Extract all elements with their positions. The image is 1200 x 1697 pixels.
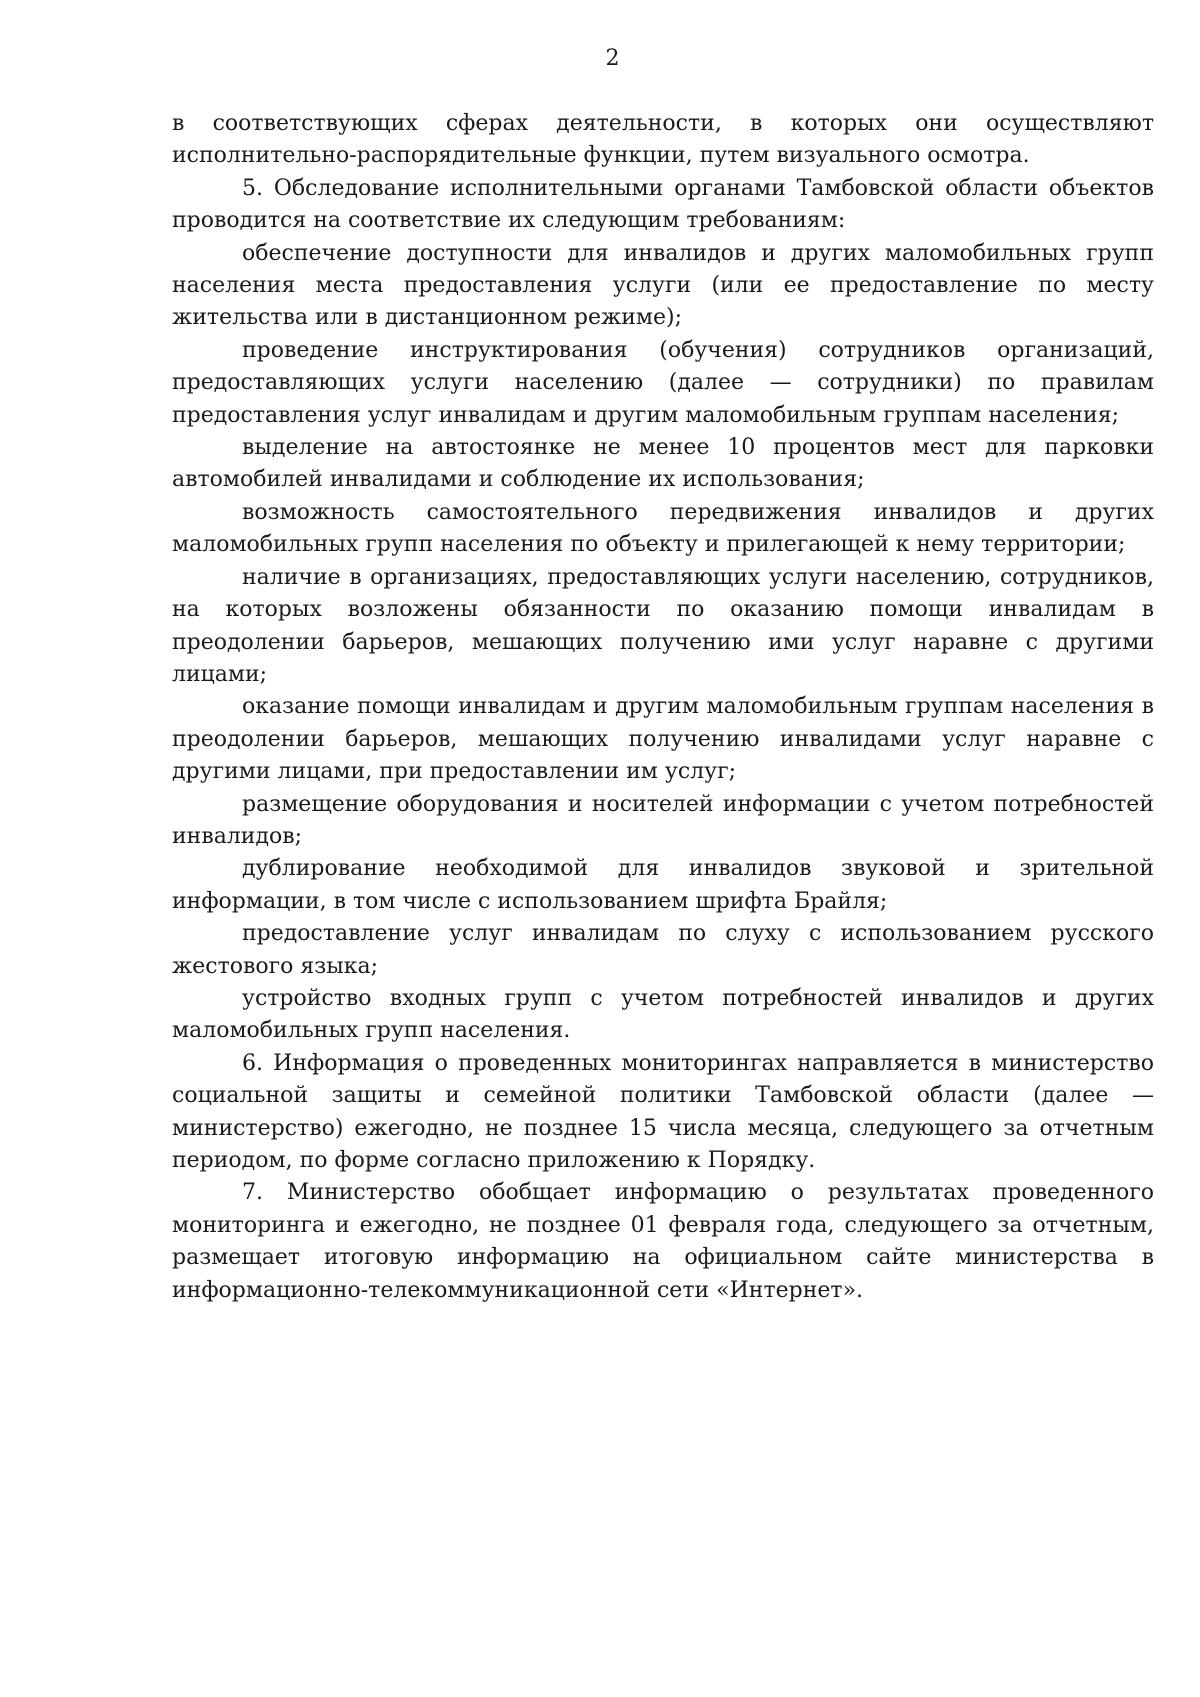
requirement-assistance: оказание помощи инвалидам и другим маломобильным группам населения в преодолении барьеров, мешающих получению инвалидами услуг наравне с другими лицами, при предоставлении им услуг; — [172, 694, 1154, 785]
requirement-braille: дублирование необходимой для инвалидов звуковой и зрительной информации, в том числе с использованием шрифта Брайля; — [172, 856, 1154, 914]
requirement-equipment: размещение оборудования и носителей информации с учетом потребностей инвалидов; — [172, 791, 1154, 849]
paragraph-item-5: 5. Обследование исполнительными органами Тамбовской области объектов проводится на соответствие их следующим требованиям: — [172, 175, 1154, 234]
requirement-sign-language: предоставление услуг инвалидам по слуху с использованием русского жестового языка; — [172, 921, 1154, 979]
paragraph-item-7: 7. Министерство обобщает информацию о результатах проведенного мониторинга и ежегодно, не позднее 01 февраля года, следующего за отчетным, размещает итоговую информацию на официальном сайте министерства в информационно-телекоммуникационной сети «Интернет». — [172, 1180, 1154, 1303]
paragraph-continuation: в соответствующих сферах деятельности, в которых они осуществляют исполнительно-распорядительные функции, путем визуального осмотра. — [172, 111, 1154, 169]
requirement-parking: выделение на автостоянке не менее 10 процентов мест для парковки автомобилей инвалидами и соблюдение их использования; — [172, 435, 1154, 493]
requirement-assisting-staff: наличие в организациях, предоставляющих услуги населению, сотрудников, на которых возложены обязанности по оказанию помощи инвалидам в преодолении барьеров, мешающих получению ими услуг наравне с другими лицами; — [172, 564, 1154, 687]
paragraph-item-6: 6. Информация о проведенных мониторингах направляется в министерство социальной защиты и семейной политики Тамбовской области (далее — министерство) ежегодно, не позднее 15 числа месяца, следующего за отчетным периодом, по форме согласно приложению к Порядку. — [172, 1050, 1154, 1173]
requirement-accessibility: обеспечение доступности для инвалидов и других маломобильных групп населения места предоставления услуги (или ее предоставление по месту жительства или в дистанционном режиме); — [172, 240, 1154, 331]
requirement-movement: возможность самостоятельного передвижения инвалидов и других маломобильных групп населения по объекту и прилегающей к нему территории; — [172, 499, 1154, 558]
requirement-staff-instruction: проведение инструктирования (обучения) сотрудников организаций, предоставляющих услуги населению (далее — сотрудники) по правилам предоставления услуг инвалидам и другим маломобильным группам населения; — [172, 337, 1154, 428]
page-number: 2 — [605, 46, 620, 71]
requirement-entrance: устройство входных групп с учетом потребностей инвалидов и других маломобильных групп населения. — [172, 985, 1154, 1044]
document-body — [172, 108, 1154, 1307]
